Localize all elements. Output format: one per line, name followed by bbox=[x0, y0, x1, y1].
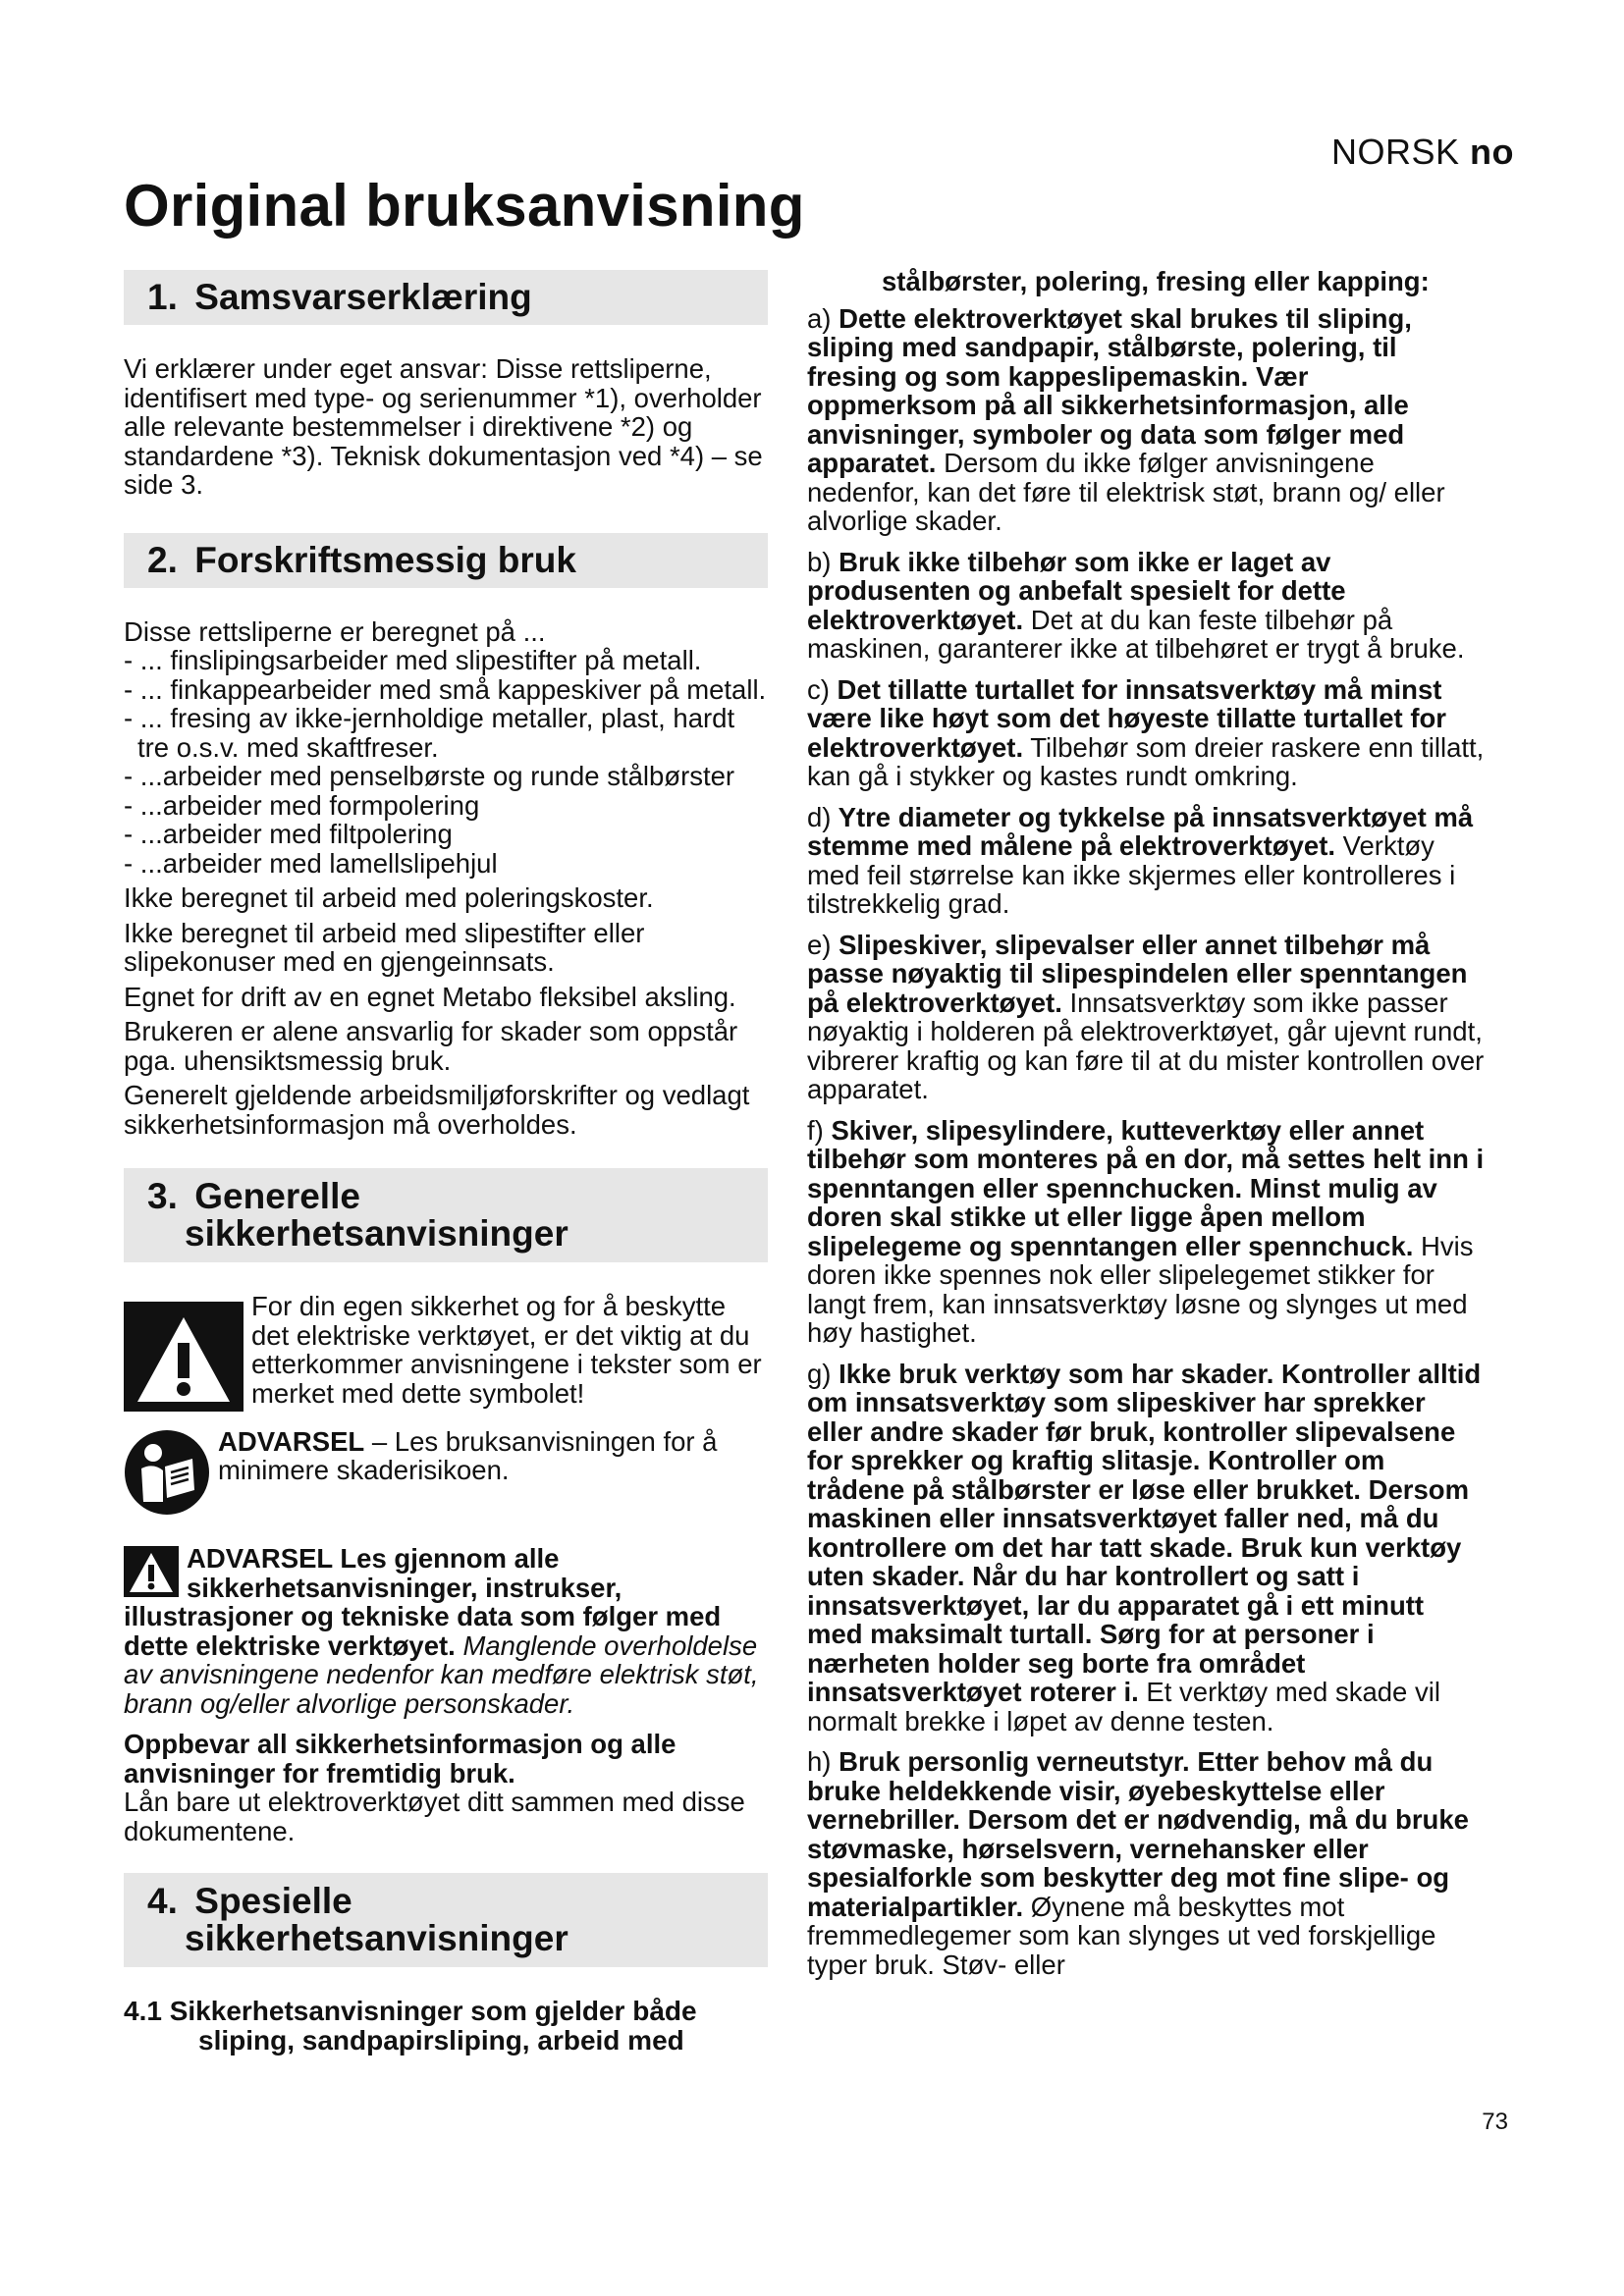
safety-item-h: h) Bruk personlig verneutstyr. Etter behov må du bruke heldekkende visir, øyebeskyttelse eller vernebriller. Dersom det er nødvendig, må du bruke støvmaske, hørselsvern, vernehansker eller spesialforkle som beskytter deg mot fine slipe- og materialpartikler. Øynene må beskyttes mot fremmedlegemer som kan slynges ut ved forskjellige typer bruk. Støv- eller bbox=[807, 1746, 1469, 1980]
list-item: - ... finkappearbeider med små kappeskiver på metall. bbox=[124, 673, 767, 705]
list-item: - ... finslipingsarbeider med slipestifter på metall. bbox=[124, 645, 702, 675]
usage-paragraph: Generelt gjeldende arbeidsmiljøforskrifter og vedlagt sikkerhetsinformasjon må overholdes. bbox=[124, 1080, 750, 1140]
symbol-notice bbox=[124, 1292, 768, 1417]
language-label: NORSK no bbox=[1330, 132, 1514, 172]
usage-paragraph: Brukeren er alene ansvarlig for skader som oppstår pga. uhensiktsmessig bruk. bbox=[124, 1016, 738, 1076]
symbol-notice-text: For din egen sikkerhet og for å beskytte det elektriske verktøyet, er det viktig at du etterkommer anvisningene i tekster som er merket med dette symbolet! bbox=[251, 1291, 762, 1409]
usage-list bbox=[124, 646, 768, 878]
safety-item-b: b) Bruk ikke tilbehør som ikke er laget av produsenten og anbefalt spesielt for dette elektroverktøyet. Det at du kan feste tilbehør på maskinen, garanterer ikke at tilbehøret er trygt å bruke. bbox=[807, 546, 1465, 664]
list-item: - ...arbeider med filtpolering bbox=[124, 819, 453, 849]
safety-item-f: f) Skiver, slipesylindere, kutteverktøy eller annet tilbehør som monteres på en dor, må settes helt inn i spenntangen eller spennchucken. Minst mulig av doren skal stikke ut eller ligge åpen mellom slipelegeme og spenntangen eller spennchuck. Hvis doren ikke spennes nok eller slipelegemet stikker for langt frem, kan innsatsverktøy løsne og slynges ut med høy hastighet. bbox=[807, 1114, 1485, 1348]
usage-intro: Disse rettsliperne er beregnet på ... bbox=[124, 615, 546, 647]
list-item: - ...arbeider med lamellslipehjul bbox=[124, 847, 498, 879]
manual-warning-text: – Les bruksanvisningen for å minimere skaderisikoen. bbox=[218, 1425, 718, 1485]
list-item: - ...arbeider med penselbørste og runde stålbørster bbox=[124, 761, 735, 791]
list-item: - ... fresing av ikke-jernholdige metaller, plast, hardt tre o.s.v. med skaftfreser. bbox=[124, 703, 735, 763]
subsection-heading-continued: stålbørster, polering, fresing eller kapping: bbox=[882, 266, 1430, 296]
section-heading-4: 4. Spesielle sikkerhetsanvisninger bbox=[124, 1873, 768, 1967]
left-column bbox=[124, 270, 768, 2056]
manual-warning-label: ADVARSEL bbox=[218, 1425, 365, 1457]
general-warning-italic: Manglende overholdelse av anvisningene nedenfor kan medføre elektrisk støt, brann og/eller alvorlige personskader. bbox=[124, 1629, 759, 1719]
general-warning-bold: ADVARSEL Les gjennom alle sikkerhetsanvisninger, instrukser, illustrasjoner og tekniske data som følger med dette elektriske verktøyet. bbox=[124, 1543, 722, 1661]
list-item: - ...arbeider med formpolering bbox=[124, 789, 480, 821]
keep-instructions: Oppbevar all sikkerhetsinformasjon og alle anvisninger for fremtidig bruk. bbox=[124, 1729, 677, 1789]
safety-item-c: c) Det tillatte turtallet for innsatsverktøy må minst være like høyt som det høyeste tillatte turtallet for elektroverktøyet. Tilbehør som dreier raskere enn tillatt, kan gå i stykker og kastes rundt omkring. bbox=[807, 673, 1485, 791]
lend-instructions: Lån bare ut elektroverktøyet ditt sammen med disse dokumentene. bbox=[124, 1787, 745, 1846]
usage-paragraph: Ikke beregnet til arbeid med slipestifter eller slipekonuser med en gjengeinnsats. bbox=[124, 917, 645, 977]
safety-item-d: d) Ytre diameter og tykkelse på innsatsverktøyet må stemme med målene på elektroverktøyet. Verktøy med feil størrelse kan ikke skjermes eller kontrolleres i tilstrekkelig grad. bbox=[807, 801, 1474, 919]
read-manual-icon bbox=[124, 1429, 210, 1516]
safety-item-e: e) Slipeskiver, slipevalser eller annet tilbehør må passe nøyaktig til slipespindelen eller spenntangen på elektroverktøyet. Innsatsverktøy som ikke passer nøyaktig i holderen på elektroverktøyet, går ujevnt rundt, vibrerer kraftig og kan føre til at du mister kontrollen over apparatet. bbox=[807, 929, 1485, 1104]
general-warning bbox=[124, 1544, 768, 1718]
warning-triangle-icon bbox=[124, 1546, 179, 1597]
warning-triangle-icon bbox=[124, 1302, 244, 1412]
page-title: Original bruksanvisning bbox=[124, 173, 805, 239]
section-heading-1: 1. Samsvarserklæring bbox=[124, 270, 768, 325]
manual-warning bbox=[124, 1427, 768, 1522]
right-column bbox=[807, 267, 1485, 1991]
safety-item-g: g) Ikke bruk verktøy som har skader. Kontroller alltid om innsatsverktøy som slipeskiver har sprekker eller andre skader før bruk, kontroller slipevalsene for sprekker og kraftig slitasje. Kontroller om trådene på stålbørster er løse eller brukket. Dersom maskinen eller innsatsverktøyet faller ned, må du kontrollere om det har tatt skade. Bruk kun verktøy uten skader. Når du har kontrollert og satt i innsatsverktøyet, lar du apparatet gå i ett minutt med maksimalt turtall. Sørg for at personer i nærheten holder seg borte fra området innsatsverktøyet roterer i. Et verktøy med skade vil normalt brekke i løpet av denne testen. bbox=[807, 1358, 1482, 1736]
section-heading-2: 2. Forskriftsmessig bruk bbox=[124, 533, 768, 588]
language-code: no bbox=[1470, 132, 1514, 172]
section-heading-3: 3. Generelle sikkerhetsanvisninger bbox=[124, 1168, 768, 1262]
safety-item-a: a) Dette elektroverktøyet skal brukes til sliping, sliping med sandpapir, stålbørste, polering, til fresing og som kappeslipemaskin. Vær oppmerksom på all sikkerhetsinformasjon, alle anvisninger, symboler og data som følger med apparatet. Dersom du ikke følger anvisningene nedenfor, kan det føre til elektrisk støt, brann og/ eller alvorlige skader. bbox=[807, 302, 1445, 536]
usage-paragraph: Ikke beregnet til arbeid med poleringskoster. bbox=[124, 882, 654, 913]
usage-paragraph: Egnet for drift av en egnet Metabo fleksibel aksling. bbox=[124, 981, 736, 1012]
declaration-text: Vi erklærer under eget ansvar: Disse rettsliperne, identifisert med type- og serienummer *1), overholder alle relevante bestemmelser i direktivene *2) og standardene *3). Teknisk dokumentasjon ved *4) – se side 3. bbox=[124, 353, 763, 500]
page-number: 73 bbox=[1482, 2109, 1508, 2135]
subsection-heading-4-1: 4.1 Sikkerhetsanvisninger som gjelder både sliping, sandpapirsliping, arbeid med bbox=[124, 1996, 697, 2056]
